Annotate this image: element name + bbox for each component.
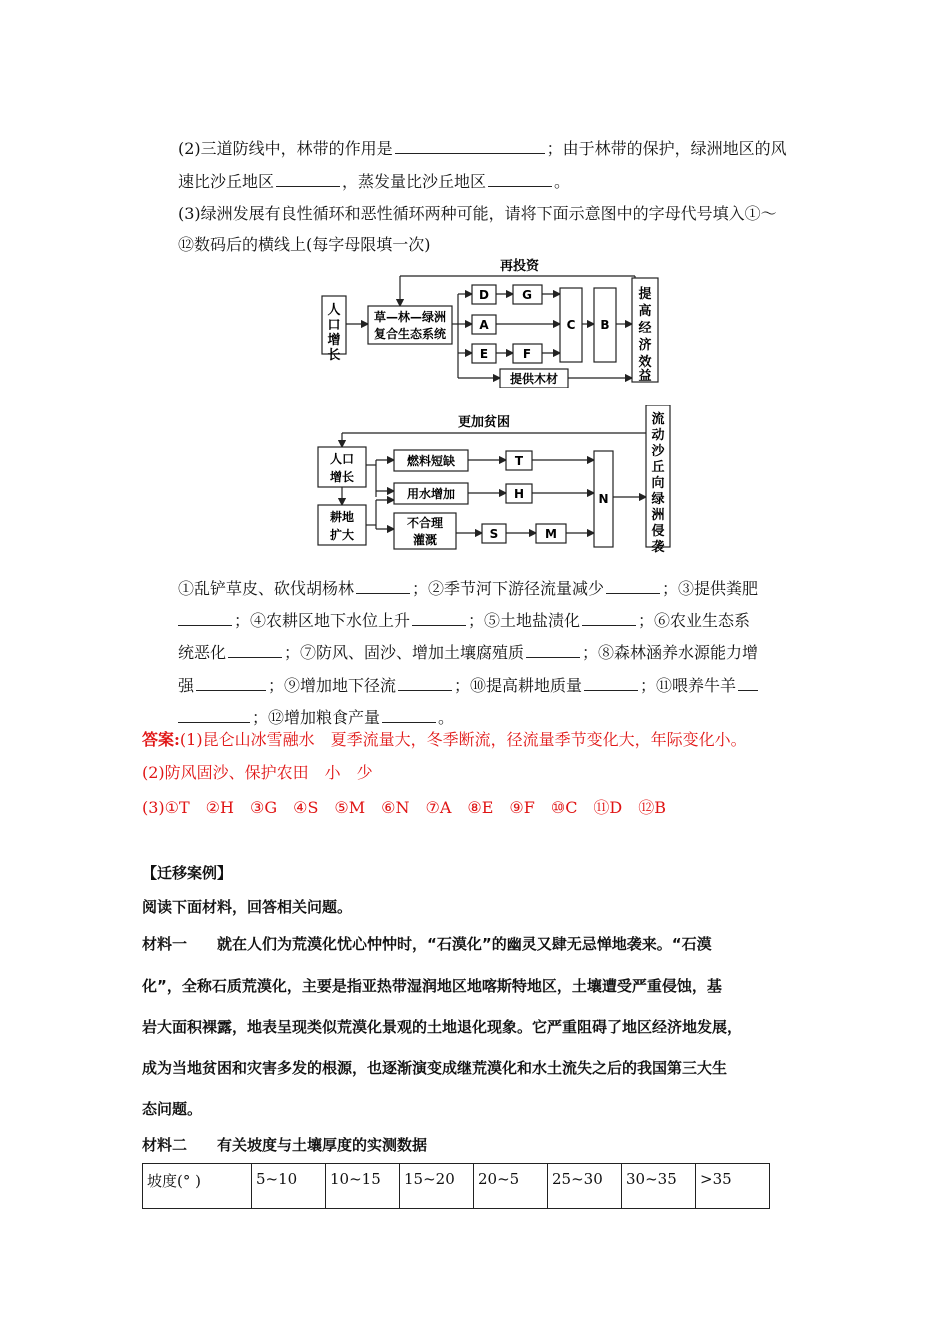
options-line5: ；⑫增加粮食产量 。	[178, 706, 454, 729]
svg-text:B: B	[600, 318, 610, 332]
slope-table	[142, 1163, 770, 1209]
answer-blank[interactable]	[395, 137, 545, 154]
svg-text:效: 效	[638, 355, 652, 370]
answer-line1: 答案:(1)昆仑山冰雪融水 夏季流量大，冬季断流，径流量季节变化大，年际变化小。	[142, 730, 747, 749]
q2-line1: (2)三道防线中，林带的作用是 ；由于林带的保护，绿洲地区的风	[178, 139, 787, 158]
answer-label: 答案:	[142, 730, 180, 749]
table-cell: 10~15	[326, 1164, 400, 1209]
svg-text:增长: 增长	[329, 470, 355, 484]
table-cell: 25~30	[548, 1164, 622, 1209]
svg-text:长: 长	[327, 348, 341, 363]
material1-line4: 成为当地贫困和灾害多发的根源，也逐渐演变成继荒漠化和水土流失之后的我国第三大生	[142, 1059, 728, 1077]
svg-text:M: M	[545, 527, 557, 541]
svg-text:灌溉: 灌溉	[412, 533, 438, 547]
svg-text:高: 高	[638, 304, 652, 319]
virtuous-cycle-diagram	[310, 258, 680, 388]
svg-text:草—林—绿洲: 草—林—绿洲	[373, 310, 447, 324]
svg-text:复合生态系统: 复合生态系统	[373, 327, 447, 341]
svg-text:益: 益	[638, 369, 652, 384]
q3-line2: ⑫数码后的横线上(每字母限填一次)	[178, 235, 431, 254]
svg-text:人口: 人口	[329, 452, 355, 466]
options-line3: 统恶化 ；⑦防风、固沙、增加土壤腐殖质 ；⑧森林涵养水源能力增	[178, 643, 759, 662]
svg-text:提: 提	[638, 287, 652, 302]
reinvest-label: 再投资	[500, 259, 540, 274]
options-line1: ①乱铲草皮、砍伐胡杨林 ；②季节河下游径流量减少 ；③提供粪肥	[178, 579, 759, 598]
case-heading: 【迁移案例】	[142, 864, 233, 882]
material2-title: 材料二 有关坡度与土壤厚度的实测数据	[142, 1136, 428, 1154]
svg-text:C: C	[566, 318, 576, 332]
svg-text:增: 增	[327, 333, 341, 348]
answer-blank[interactable]	[178, 609, 232, 626]
answer-blank[interactable]	[382, 706, 436, 723]
answer-blank[interactable]	[356, 577, 410, 594]
svg-text:H: H	[513, 487, 525, 501]
svg-text:向: 向	[651, 476, 665, 491]
q2-line2: 速比沙丘地区 ，蒸发量比沙丘地区 。	[178, 172, 571, 191]
svg-text:提供木材: 提供木材	[509, 372, 559, 386]
table-cell: 坡度(° )	[143, 1164, 252, 1209]
svg-text:人: 人	[327, 303, 341, 318]
answer-blank[interactable]	[606, 577, 660, 594]
table-cell: 15~20	[400, 1164, 474, 1209]
material1-line3: 岩大面积裸露，地表呈现类似荒漠化景观的土地退化现象。它严重阻碍了地区经济地发展，	[142, 1018, 743, 1036]
svg-text:D: D	[479, 288, 489, 302]
svg-text:动: 动	[651, 428, 665, 443]
svg-text:洲: 洲	[651, 508, 665, 523]
table-cell: 20~5	[474, 1164, 548, 1209]
svg-text:侵: 侵	[651, 524, 665, 539]
answer-blank[interactable]	[412, 609, 466, 626]
svg-text:用水增加: 用水增加	[406, 487, 456, 501]
answer-blank[interactable]	[582, 609, 636, 626]
answer-blank[interactable]	[584, 674, 638, 691]
answer-blank[interactable]	[178, 706, 250, 723]
svg-text:济: 济	[638, 338, 652, 353]
answer-blank[interactable]	[196, 674, 266, 691]
case-intro: 阅读下面材料，回答相关问题。	[142, 898, 353, 916]
svg-text:袭: 袭	[651, 540, 665, 555]
svg-text:N: N	[598, 492, 609, 506]
q3-line1: (3)绿洲发展有良性循环和恶性循环两种可能，请将下面示意图中的字母代号填入①～	[178, 204, 777, 223]
options-line2: ；④农耕区地下水位上升 ；⑤土地盐渍化 ；⑥农业生态系	[178, 609, 750, 632]
material1-line2: 化”，全称石质荒漠化，主要是指亚热带湿润地区地喀斯特地区，土壤遭受严重侵蚀，基	[142, 977, 722, 995]
answer-line3: (3)①T ②H ③G ④S ⑤M ⑥N ⑦A ⑧E ⑨F ⑩C ⑪D ⑫B	[142, 798, 667, 817]
answer-blank[interactable]	[276, 170, 340, 187]
answer-blank[interactable]	[488, 170, 552, 187]
poverty-label: 更加贫困	[458, 415, 511, 430]
svg-text:经: 经	[638, 321, 652, 336]
answer-blank[interactable]	[228, 641, 282, 658]
svg-text:G: G	[522, 288, 532, 302]
svg-text:E: E	[479, 347, 489, 361]
svg-text:燃料短缺: 燃料短缺	[406, 454, 456, 468]
svg-text:口: 口	[327, 318, 341, 333]
svg-text:耕地: 耕地	[329, 510, 355, 524]
svg-text:绿: 绿	[651, 492, 665, 507]
answer-line2: (2)防风固沙、保护农田 小 少	[142, 763, 373, 782]
svg-text:沙: 沙	[651, 444, 665, 459]
svg-text:A: A	[479, 318, 489, 332]
table-cell: 5~10	[252, 1164, 326, 1209]
answer-blank[interactable]	[738, 674, 758, 691]
svg-text:不合理: 不合理	[406, 516, 444, 530]
svg-text:S: S	[489, 527, 499, 541]
svg-text:扩大: 扩大	[329, 528, 355, 542]
vicious-cycle-diagram	[310, 405, 680, 555]
material1-line5: 态问题。	[142, 1100, 203, 1118]
svg-text:流: 流	[651, 412, 665, 427]
table-row	[143, 1164, 770, 1209]
table-cell: >35	[696, 1164, 770, 1209]
options-line4: 强 ；⑨增加地下径流 ；⑩提高耕地质量 ；⑪喂养牛羊	[178, 674, 760, 697]
answer-blank[interactable]	[526, 641, 580, 658]
svg-text:T: T	[514, 454, 524, 468]
material1-line1: 材料一 就在人们为荒漠化忧心忡忡时，“石漠化”的幽灵又肆无忌惮地袭来。“石漠	[142, 935, 712, 953]
table-cell: 30~35	[622, 1164, 696, 1209]
svg-text:F: F	[522, 347, 532, 361]
answer-blank[interactable]	[398, 674, 452, 691]
svg-text:丘: 丘	[651, 460, 665, 475]
